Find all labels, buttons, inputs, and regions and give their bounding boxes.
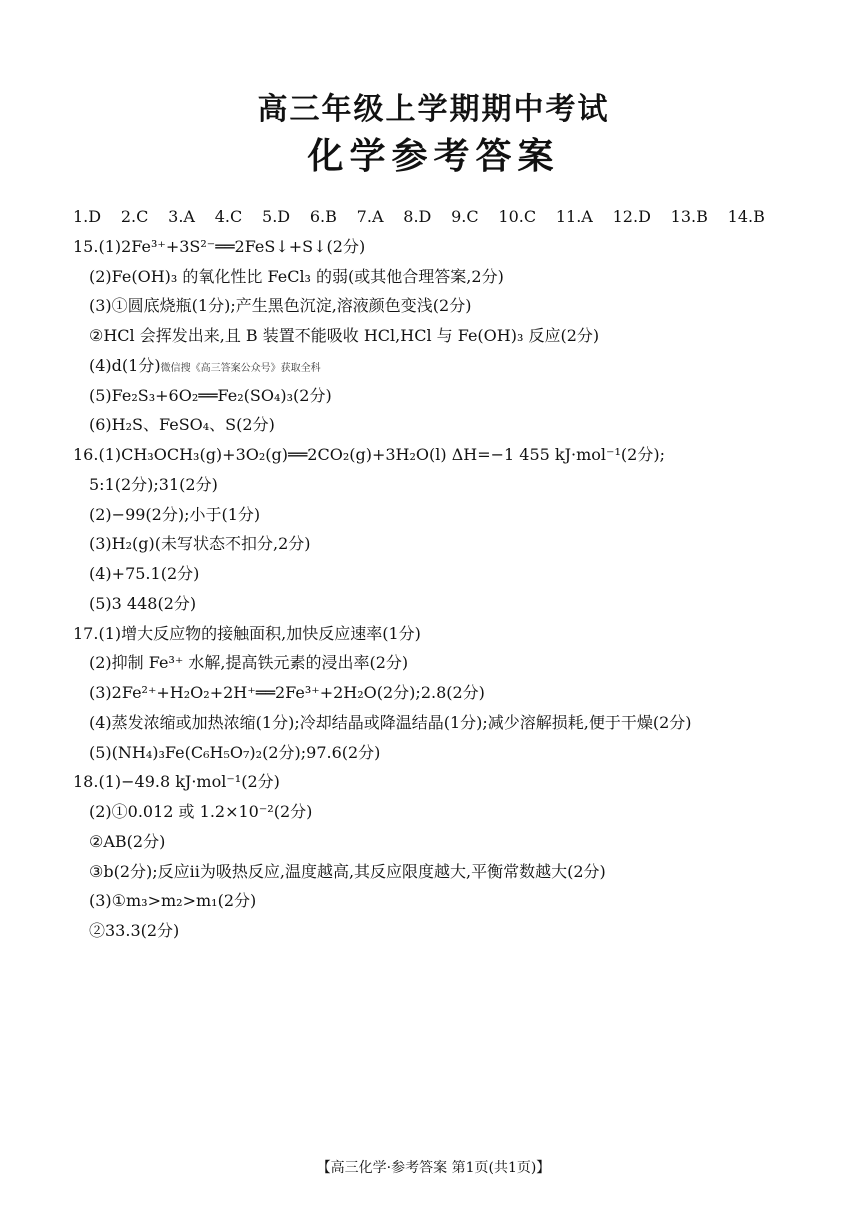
choice-answer: 3.A [168, 207, 195, 226]
page-footer: 【高三化学·参考答案 第1页(共1页)】 [316, 1160, 551, 1176]
q15-line-2: (2)Fe(OH)₃ 的氧化性比 FeCl₃ 的弱(或其他合理答案,2分) [89, 266, 504, 286]
q15-line-4: ②HCl 会挥发出来,且 B 装置不能吸收 HCl,HCl 与 Fe(OH)₃ 反应(2分) [89, 326, 600, 345]
q16-line-3: (2)−99(2分);小于(1分) [89, 504, 261, 524]
q15-line-6: (5)Fe₂S₃+6O₂══Fe₂(SO₄)₃(2分) [89, 385, 332, 405]
q16-line-1: 16.(1)CH₃OCH₃(g)+3O₂(g)══2CO₂(g)+3H₂O(l) ΔH=−1 455 kJ·mol⁻¹(2分); [73, 445, 665, 464]
watermark-note: 微信搜《高三答案公众号》获取全科 [160, 362, 321, 374]
choice-answer: 9.C [451, 207, 479, 226]
choice-answer: 14.B [727, 207, 765, 226]
q15-line-5 [73, 351, 853, 381]
q17-line-1: 17.(1)增大反应物的接触面积,加快反应速率(1分) [73, 623, 421, 643]
q15-line-1: 15.(1)2Fe³⁺+3S²⁻══2FeS↓+S↓(2分) [73, 236, 366, 256]
q16-line-2: 5:1(2分);31(2分) [89, 474, 218, 494]
choice-answer: 7.A [356, 207, 384, 226]
q18-line-1: 18.(1)−49.8 kJ·mol⁻¹(2分) [73, 772, 280, 792]
choice-answer: 6.B [309, 207, 337, 226]
page-subtitle: 化学参考答案 [307, 136, 560, 177]
choice-answer: 2.C [120, 207, 149, 226]
choice-answers-row [73, 202, 765, 232]
page-title: 高三年级上学期期中考试 [257, 92, 610, 127]
q17-line-4: (4)蒸发浓缩或加热浓缩(1分);冷却结晶或降温结晶(1分);减少溶解损耗,便于干燥(2分) [89, 712, 692, 732]
q18-line-2: (2)①0.012 或 1.2×10⁻²(2分) [89, 802, 313, 821]
choice-answer: 8.D [403, 207, 432, 226]
q18-line-5: (3)①m₃>m₂>m₁(2分) [89, 891, 257, 911]
choice-answer: 10.C [498, 207, 537, 226]
q18-line-3: ②AB(2分) [89, 831, 166, 851]
q15-line-7: (6)H₂S、FeSO₄、S(2分) [89, 415, 275, 435]
q16-line-4: (3)H₂(g)(未写状态不扣分,2分) [89, 534, 311, 554]
choice-answer: 12.D [612, 207, 651, 226]
q17-line-5: (5)(NH₄)₃Fe(C₆H₅O₇)₂(2分);97.6(2分) [89, 742, 381, 762]
q15-line-5-text: (4)d(1分) [89, 355, 161, 375]
choice-answer: 4.C [214, 207, 243, 226]
q15-line-3: (3)①圆底烧瓶(1分);产生黑色沉淀,溶液颜色变浅(2分) [89, 296, 472, 316]
q18-line-6: ②33.3(2分) [89, 921, 180, 940]
q17-line-3: (3)2Fe²⁺+H₂O₂+2H⁺══2Fe³⁺+2H₂O(2分);2.8(2分) [89, 683, 485, 702]
q16-line-5: (4)+75.1(2分) [89, 564, 200, 583]
q17-line-2: (2)抑制 Fe³⁺ 水解,提高铁元素的浸出率(2分) [89, 653, 409, 673]
choice-answer: 5.D [262, 207, 291, 226]
answer-list [73, 202, 853, 946]
choice-answer: 11.A [555, 207, 593, 226]
q18-line-4: ③b(2分);反应ⅱ为吸热反应,温度越高,其反应限度越大,平衡常数越大(2分) [89, 861, 606, 881]
choice-answer: 1.D [73, 207, 102, 226]
choice-answer: 13.B [670, 207, 708, 226]
q16-line-6: (5)3 448(2分) [89, 593, 197, 613]
